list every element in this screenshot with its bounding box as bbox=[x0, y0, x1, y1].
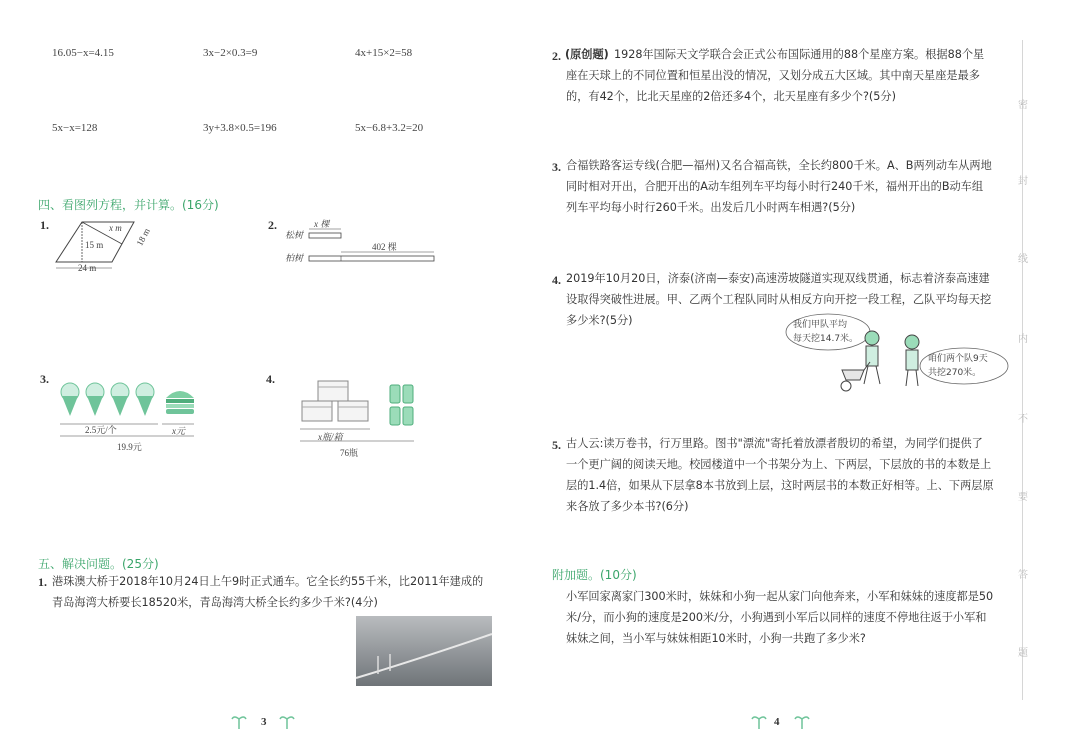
page-number-right: 4 bbox=[774, 716, 780, 728]
equation-5: 3y+3.8×0.5=196 bbox=[203, 122, 277, 134]
figure-1-label-x: x m bbox=[109, 223, 122, 233]
figure-2-number: 2. bbox=[268, 218, 277, 232]
question-3-line-3: 列车平均每小时行260千米。出发后几小时两车相遇?(5分) bbox=[566, 201, 856, 214]
question-5-line-3: 层的1.4倍，如果从下层拿8本书放到上层，这时两层书的本数正好相等。上、下两层原 bbox=[566, 479, 994, 492]
bottle-icon bbox=[403, 407, 413, 425]
palm-tree-icon bbox=[232, 713, 246, 733]
bottle-icon bbox=[403, 385, 413, 403]
question-5-line-4: 来各放了多少本书?(6分) bbox=[566, 500, 689, 513]
figure-1-label-18: 18 m bbox=[134, 226, 152, 248]
worker-icon bbox=[905, 335, 919, 386]
question-1-line-2: 青岛海湾大桥要长18520米，青岛海湾大桥全长约多少千米?(4分) bbox=[52, 596, 378, 609]
figure-1-label-24: 24 m bbox=[78, 263, 97, 273]
question-3-line-2: 同时相对开出，合肥开出的A动车组列车平均每小时行240千米，福州开出的B动车组 bbox=[566, 180, 984, 193]
equation-2: 3x−2×0.3=9 bbox=[203, 47, 258, 59]
figure-3-label-total: 19.9元 bbox=[117, 442, 142, 452]
figure-2-label-x: x 棵 bbox=[314, 219, 330, 229]
seal-char: 题 bbox=[1018, 648, 1028, 659]
question-4-line-2: 设取得突破性进展。甲、乙两个工程队同时从相反方向开挖一段工程，乙队平均每天挖 bbox=[566, 293, 992, 306]
seal-line bbox=[1022, 40, 1023, 700]
question-2-tag: (原创题) bbox=[565, 48, 609, 61]
figure-4-label-total: 76瓶 bbox=[340, 448, 359, 458]
seal-char: 要 bbox=[1018, 492, 1028, 503]
seal-char: 不 bbox=[1018, 414, 1028, 425]
palm-tree-icon bbox=[795, 713, 809, 733]
icecream-icon bbox=[86, 383, 104, 416]
question-5-line-1: 古人云:读万卷书，行万里路。图书"漂流"寄托着放漂者殷切的希望，为同学们提供了 bbox=[566, 437, 983, 450]
question-1-number: 1. bbox=[38, 575, 47, 589]
section-4-title: 四、看图列方程，并计算。(16分) bbox=[38, 198, 219, 212]
speech-bubble-both-teams bbox=[928, 352, 988, 380]
icecream-icon bbox=[136, 383, 154, 416]
figure-2-row1-label: 松树 bbox=[285, 230, 304, 240]
figure-3-number: 3. bbox=[40, 372, 49, 386]
seal-char: 线 bbox=[1018, 254, 1028, 265]
question-2-line-1: 1928年国际天文学联合会正式公布国际通用的88个星座方案。根据88个星 bbox=[614, 48, 985, 61]
page-number-left: 3 bbox=[261, 716, 267, 728]
bridge-photo bbox=[356, 616, 492, 686]
figure-2-label-402: 402 棵 bbox=[372, 242, 397, 252]
figure-3-label-x: x元 bbox=[172, 426, 185, 436]
bonus-line-2: 米/分，而小狗的速度是200米/分，小狗遇到小军后以同样的速度不停地往返于小军和 bbox=[566, 611, 987, 624]
box-icon bbox=[338, 401, 368, 421]
icecream-icon bbox=[111, 383, 129, 416]
palm-tree-icon bbox=[280, 713, 294, 733]
speech-bubble-team-a bbox=[793, 318, 858, 346]
question-4-line-3: 多少米?(5分) bbox=[566, 314, 633, 327]
question-2-line-2: 座在天球上的不同位置和恒星出没的情况，又划分成五大区域。其中南天星座是最多 bbox=[566, 69, 980, 82]
question-1-line-1: 港珠澳大桥于2018年10月24日上午9时正式通车。它全长约55千米，比2011年建成的 bbox=[52, 575, 484, 588]
equation-3: 4x+15×2=58 bbox=[355, 47, 413, 59]
burger-icon bbox=[166, 391, 194, 414]
bonus-line-3: 妹妹之间，当小军与妹妹相距10米时，小狗一共跑了多少米? bbox=[566, 632, 866, 645]
figure-4-number: 4. bbox=[266, 372, 275, 386]
speech-bubble-both-teams-line-1: 咱们两个队9天 bbox=[928, 354, 988, 364]
figure-3-label-price: 2.5元/个 bbox=[85, 425, 117, 435]
bottle-icon bbox=[390, 407, 400, 425]
bonus-section-title: 附加题。(10分) bbox=[552, 568, 637, 582]
speech-bubble-both-teams-line-2: 共挖270米。 bbox=[928, 368, 982, 378]
palm-tree-icon bbox=[752, 713, 766, 733]
equation-1: 16.05−x=4.15 bbox=[52, 47, 114, 59]
seal-char: 内 bbox=[1018, 334, 1028, 345]
speech-bubble-team-a-line-1: 我们甲队平均 bbox=[793, 320, 848, 330]
figure-1-label-15: 15 m bbox=[85, 240, 104, 250]
question-2-line-3: 的，有42个，比北天星座的2倍还多4个，北天星座有多少个?(5分) bbox=[566, 90, 896, 103]
seal-char: 答 bbox=[1018, 570, 1028, 581]
question-5-number: 5. bbox=[552, 438, 561, 452]
bar-model-figure bbox=[308, 226, 438, 266]
question-4-number: 4. bbox=[552, 273, 561, 287]
equation-4: 5x−x=128 bbox=[52, 122, 98, 134]
question-2-number: 2. bbox=[552, 49, 561, 63]
seal-char: 封 bbox=[1018, 176, 1028, 187]
question-4-line-1: 2019年10月20日，济泰(济南—泰安)高速涝坡隧道实现双线贯通，标志着济泰高速建 bbox=[566, 272, 990, 285]
question-3-line-1: 合福铁路客运专线(合肥—福州)又名合福高铁，全长约800千米。A、B两列动车从两地 bbox=[566, 159, 992, 172]
seal-char: 密 bbox=[1018, 100, 1028, 111]
speech-bubble-team-a-line-2: 每天挖14.7米。 bbox=[793, 334, 859, 344]
worker-icon bbox=[864, 331, 880, 384]
box-icon bbox=[318, 381, 348, 401]
figure-1-number: 1. bbox=[40, 218, 49, 232]
figure-4-label-box: x瓶/箱 bbox=[318, 432, 343, 442]
parallelogram-figure bbox=[52, 218, 162, 276]
section-5-title: 五、解决问题。(25分) bbox=[38, 557, 159, 571]
icecream-icon bbox=[61, 383, 79, 416]
figure-2-row2-label: 柏树 bbox=[285, 253, 304, 263]
bottle-icon bbox=[390, 385, 400, 403]
bonus-line-1: 小军回家离家门300米时，妹妹和小狗一起从家门向他奔来，小军和妹妹的速度都是50 bbox=[566, 590, 994, 603]
question-5-line-2: 一个更广阔的阅读天地。校园楼道中一个书架分为上、下两层，下层放的书的本数是上 bbox=[566, 458, 992, 471]
equation-6: 5x−6.8+3.2=20 bbox=[355, 122, 424, 134]
box-icon bbox=[302, 401, 332, 421]
boxes-bottles-figure bbox=[296, 375, 421, 445]
question-3-number: 3. bbox=[552, 160, 561, 174]
